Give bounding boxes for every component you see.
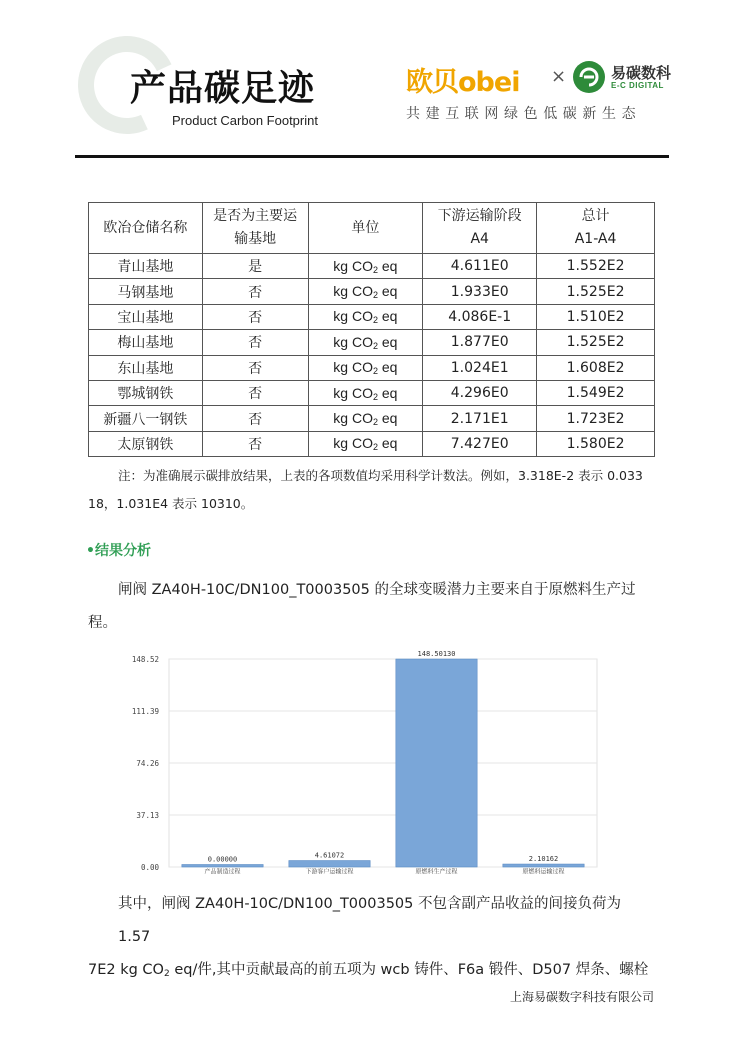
page-subtitle: Product Carbon Footprint [172,113,318,128]
logo-separator: × [551,66,567,87]
bar [289,861,370,867]
cell-total: 1.580E2 [537,431,655,456]
conclusion-paragraph: 其中，闸阀 ZA40H-10C/DN100_T0003505 不包含副产品收益的间接负荷为 1.57 7E2 kg $CO_2$ eq/件,其中贡献最高的前五项为 wcb 铸件、F6a 锻件、D507 焊条、螺栓 [88,896,649,979]
slogan: 共建互联网绿色低碳新生态 [406,106,642,122]
cell-warehouse-name: 太原钢铁 [89,431,203,456]
cell-is-main-base: 是 [202,254,308,279]
ec-digital-logo-icon [572,60,606,94]
bar [182,865,263,868]
analysis-paragraph: 闸阀 ZA40H-10C/DN100_T0003505 的全球变暖潜力主要来自于原燃料生产过 程。 [88,582,636,631]
header-divider [75,155,669,158]
table-row [89,380,655,405]
header-unit: 单位 [308,203,423,254]
y-tick-label: 37.13 [136,811,159,820]
cell-a4: 4.086E-1 [423,304,537,329]
cell-is-main-base: 否 [202,304,308,329]
cell-a4: 1.877E0 [423,330,537,355]
y-tick-label: 0.00 [140,863,159,872]
table-row [89,355,655,380]
cell-total: 1.549E2 [537,380,655,405]
table-row [89,431,655,456]
cell-is-main-base: 否 [202,330,308,355]
obei-logo: 欧贝obei [406,67,520,98]
cell-unit: kg $CO_2$ eq [308,406,423,431]
cell-warehouse-name: 马钢基地 [89,279,203,304]
cell-warehouse-name: 梅山基地 [89,330,203,355]
cell-unit: kg $CO_2$ eq [308,254,423,279]
x-category-label: 原燃料运输过程 [522,868,565,875]
header-total: 总计 A1-A4 [537,203,655,254]
cell-a4: 2.171E1 [423,406,537,431]
y-tick-label: 148.52 [131,655,159,664]
cell-total: 1.525E2 [537,330,655,355]
section-title-results: •结果分析 [86,543,151,559]
cell-unit: kg $CO_2$ eq [308,380,423,405]
cell-a4: 7.427E0 [423,431,537,456]
cell-total: 1.723E2 [537,406,655,431]
header-a4: 下游运输阶段 A4 [423,203,537,254]
bar-value-label: 2.10162 [528,855,559,864]
cell-unit: kg $CO_2$ eq [308,279,423,304]
table-row [89,406,655,431]
cell-a4: 1.024E1 [423,355,537,380]
x-category-label: 产品制造过程 [204,868,241,875]
ec-digital-logo-text: 易碳数科 [611,64,672,82]
bar [396,659,477,867]
cell-is-main-base: 否 [202,406,308,431]
cell-unit: kg $CO_2$ eq [308,431,423,456]
header-warehouse-name: 欧冶仓储名称 [89,203,203,254]
y-tick-label: 111.39 [131,707,159,716]
cell-total: 1.510E2 [537,304,655,329]
table-row [89,254,655,279]
cell-warehouse-name: 青山基地 [89,254,203,279]
bar-value-label: 148.50130 [417,650,456,659]
header-is-main-base: 是否为主要运 输基地 [202,203,308,254]
warehouse-emissions-table [88,202,655,457]
cell-is-main-base: 否 [202,355,308,380]
cell-unit: kg $CO_2$ eq [308,304,423,329]
footer-company: 上海易碳数字科技有限公司 [509,990,654,1004]
cell-warehouse-name: 新疆八一钢铁 [89,406,203,431]
cell-total: 1.552E2 [537,254,655,279]
cell-is-main-base: 否 [202,380,308,405]
cell-total: 1.608E2 [537,355,655,380]
cell-warehouse-name: 东山基地 [89,355,203,380]
emissions-bar-chart [127,649,601,875]
table-note: 注：为准确展示碳排放结果，上表的各项数值均采用科学计数法。例如，3.318E-2 表示 0.033 18，1.031E4 表示 10310。 [88,468,643,511]
cell-is-main-base: 否 [202,431,308,456]
y-tick-label: 74.26 [136,759,159,768]
x-category-label: 原燃料生产过程 [415,868,458,875]
page-title: 产品碳足迹 [130,68,316,109]
bar-value-label: 0.00000 [207,855,238,864]
cell-a4: 4.296E0 [423,380,537,405]
cell-unit: kg $CO_2$ eq [308,330,423,355]
cell-is-main-base: 否 [202,279,308,304]
table-row [89,304,655,329]
cell-warehouse-name: 鄂城钢铁 [89,380,203,405]
cell-unit: kg $CO_2$ eq [308,355,423,380]
cell-a4: 1.933E0 [423,279,537,304]
bar [503,864,584,867]
table-header-row [89,203,655,254]
cell-a4: 4.611E0 [423,254,537,279]
bar-value-label: 4.61072 [314,851,345,860]
cell-warehouse-name: 宝山基地 [89,304,203,329]
cell-total: 1.525E2 [537,279,655,304]
table-row [89,330,655,355]
x-category-label: 下游客户运输过程 [305,868,354,875]
ec-digital-logo-subtext: E-C DIGITAL [611,81,664,90]
table-row [89,279,655,304]
